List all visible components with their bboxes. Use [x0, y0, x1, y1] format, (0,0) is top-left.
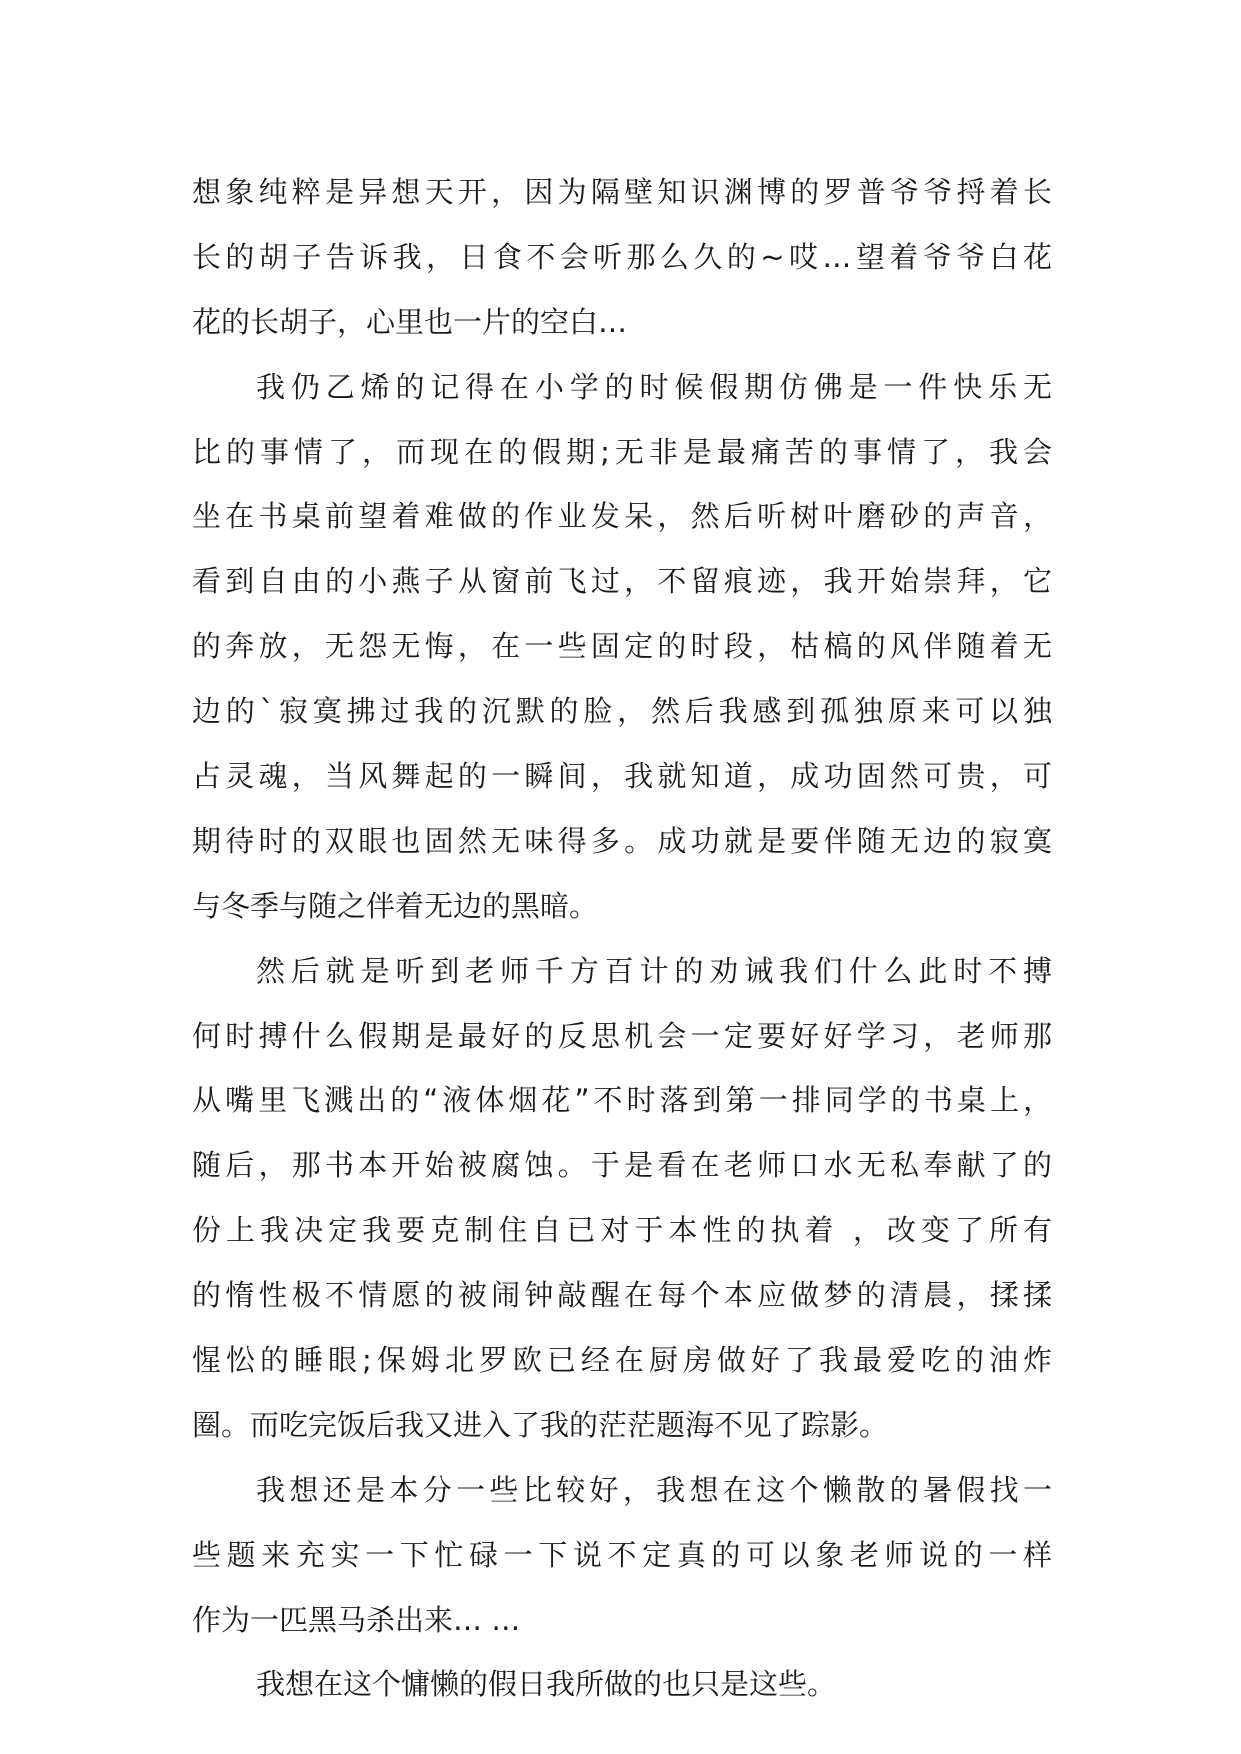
paragraph-2: [192, 355, 1052, 939]
text-line: 花的长胡子，心里也一片的空白…: [192, 304, 628, 339]
text-line: 比的事情了，而现在的假期;无非是最痛苦的事情了，我会: [192, 434, 1052, 469]
paragraph-3: [192, 939, 1052, 1458]
text-line: 坐在书桌前望着难做的作业发呆，然后听树叶磨砂的声音，: [192, 499, 1052, 534]
text-line: 份上我决定我要克制住自已对于本性的执着 ，改变了所有: [192, 1213, 1052, 1248]
text-line: 从嘴里飞溅出的“液体烟花”不时落到第一排同学的书桌上，: [192, 1083, 1052, 1118]
text-line: 的惰性极不情愿的被闹钟敲醒在每个本应做梦的清晨，揉揉: [192, 1278, 1052, 1313]
text-line: 想象纯粹是异想天开，因为隔壁知识渊博的罗普爷爷捋着长: [192, 175, 1052, 209]
text-line: 长的胡子告诉我，日食不会听那么久的~哎…望着爷爷白花: [192, 239, 1052, 274]
text-line: 我想在这个慵懒的假日我所做的也只是这些。: [256, 1667, 837, 1702]
document-body: [192, 160, 1052, 1717]
text-line: 占灵魂，当风舞起的一瞬间，我就知道，成功固然可贵，可: [192, 759, 1052, 794]
text-line: 惺忪的睡眼;保姆北罗欧已经在厨房做好了我最爱吃的油炸: [192, 1343, 1052, 1378]
paragraph-5: [192, 1652, 1052, 1717]
text-line: 何时搏什么假期是最好的反思机会一定要好好学习，老师那: [192, 1018, 1052, 1053]
text-line: 的奔放，无怨无悔，在一些固定的时段，枯槁的风伴随着无: [192, 629, 1052, 664]
text-line: 随后，那书本开始被腐蚀。于是看在老师口水无私奉献了的: [192, 1148, 1052, 1183]
text-line: 圈。而吃完饭后我又进入了我的茫茫题海不见了踪影。: [192, 1407, 889, 1442]
text-line: 与冬季与随之伴着无边的黑暗。: [192, 888, 599, 923]
text-line: 我仍乙烯的记得在小学的时候假期仿佛是一件快乐无: [256, 369, 1052, 404]
text-line: 看到自由的小燕子从窗前飞过，不留痕迹，我开始崇拜，它: [192, 564, 1052, 599]
text-line: 然后就是听到老师千方百计的劝诫我们什么此时不搏: [256, 953, 1052, 988]
paragraph-4: [192, 1458, 1052, 1653]
paragraph-1: [192, 160, 1052, 355]
text-line: 期待时的双眼也固然无味得多。成功就是要伴随无边的寂寞: [192, 823, 1052, 858]
text-line: 边的`寂寞拂过我的沉默的脸，然后我感到孤独原来可以独: [192, 694, 1052, 729]
text-line: 作为一匹黑马杀出来… …: [192, 1602, 521, 1637]
text-line: 些题来充实一下忙碌一下说不定真的可以象老师说的一样: [192, 1537, 1052, 1572]
text-line: 我想还是本分一些比较好，我想在这个懒散的暑假找一: [256, 1472, 1052, 1507]
